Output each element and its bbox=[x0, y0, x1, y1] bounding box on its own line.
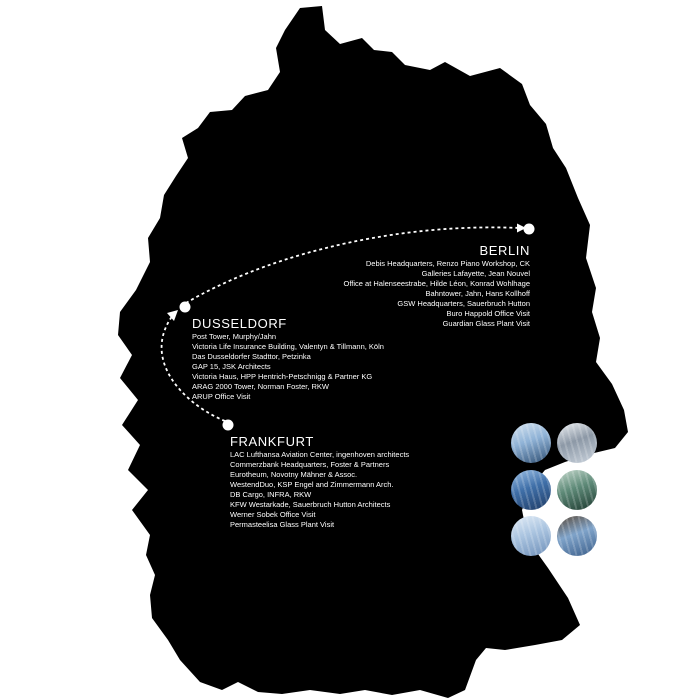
dusseldorf-project-item: GAP 15, JSK Architects bbox=[192, 362, 271, 371]
frankfurt-project-item: Commerzbank Headquarters, Foster & Partners bbox=[230, 460, 390, 469]
frankfurt-project-list bbox=[230, 450, 409, 530]
dusseldorf-project-item: Victoria Haus, HPP Hentrich-Petschnigg & Partner KG bbox=[192, 372, 373, 381]
berlin-project-item: Galleries Lafayette, Jean Nouvel bbox=[421, 269, 530, 278]
frankfurt-city-name: FRANKFURT bbox=[230, 434, 314, 449]
frankfurt-project-item: Eurotheum, Novotny Mähner & Assoc. bbox=[230, 470, 358, 479]
dusseldorf-project-item: Victoria Life Insurance Building, Valentyn & Tillmann, Köln bbox=[192, 342, 384, 351]
frankfurt-project-item: Permasteelisa Glass Plant Visit bbox=[230, 520, 335, 529]
frankfurt-project-item: DB Cargo, INFRA, RKW bbox=[230, 490, 312, 499]
berlin-project-item: Office at Halenseestrabe, Hilde Léon, Konrad Wohlhage bbox=[343, 279, 530, 288]
dusseldorf-label-block bbox=[192, 316, 384, 402]
berlin-project-item: Bahntower, Jahn, Hans Kollhoff bbox=[425, 289, 530, 298]
blue-tower-photo bbox=[511, 470, 551, 510]
berlin-marker bbox=[524, 224, 535, 235]
frankfurt-project-item: Werner Sobek Office Visit bbox=[230, 510, 316, 519]
dusseldorf-project-item: ARAG 2000 Tower, Norman Foster, RKW bbox=[192, 382, 329, 391]
tower-facade-photo bbox=[557, 423, 597, 463]
dusseldorf-city-name: DUSSELDORF bbox=[192, 316, 287, 331]
berlin-project-item: GSW Headquarters, Sauerbruch Hutton bbox=[397, 299, 530, 308]
dusseldorf-project-item: ARUP Office Visit bbox=[192, 392, 251, 401]
berlin-project-item: Debis Headquarters, Renzo Piano Workshop, CK bbox=[365, 259, 530, 268]
frankfurt-marker bbox=[223, 420, 234, 431]
dusseldorf-project-list bbox=[192, 332, 384, 402]
green-glass-photo bbox=[557, 470, 597, 510]
frankfurt-project-item: KFW Westarkade, Sauerbruch Hutton Architects bbox=[230, 500, 391, 509]
frankfurt-project-item: WestendDuo, KSP Engel and Zimmermann Arch. bbox=[230, 480, 394, 489]
frankfurt-project-item: LAC Lufthansa Aviation Center, ingenhoven architects bbox=[230, 450, 410, 459]
curved-tower-photo bbox=[557, 516, 597, 556]
berlin-project-item: Guardian Glass Plant Visit bbox=[442, 319, 530, 328]
dusseldorf-project-item: Post Tower, Murphy/Jahn bbox=[192, 332, 277, 341]
berlin-project-item: Buro Happold Office Visit bbox=[446, 309, 530, 318]
dusseldorf-marker bbox=[180, 302, 191, 313]
berlin-city-name: BERLIN bbox=[479, 243, 530, 258]
skyscraper-sky-photo bbox=[511, 516, 551, 556]
frankfurt-label-block bbox=[230, 434, 409, 530]
glass-canopy-photo bbox=[511, 423, 551, 463]
dusseldorf-project-item: Das Dusseldorfer Stadttor, Petzinka bbox=[192, 352, 311, 361]
